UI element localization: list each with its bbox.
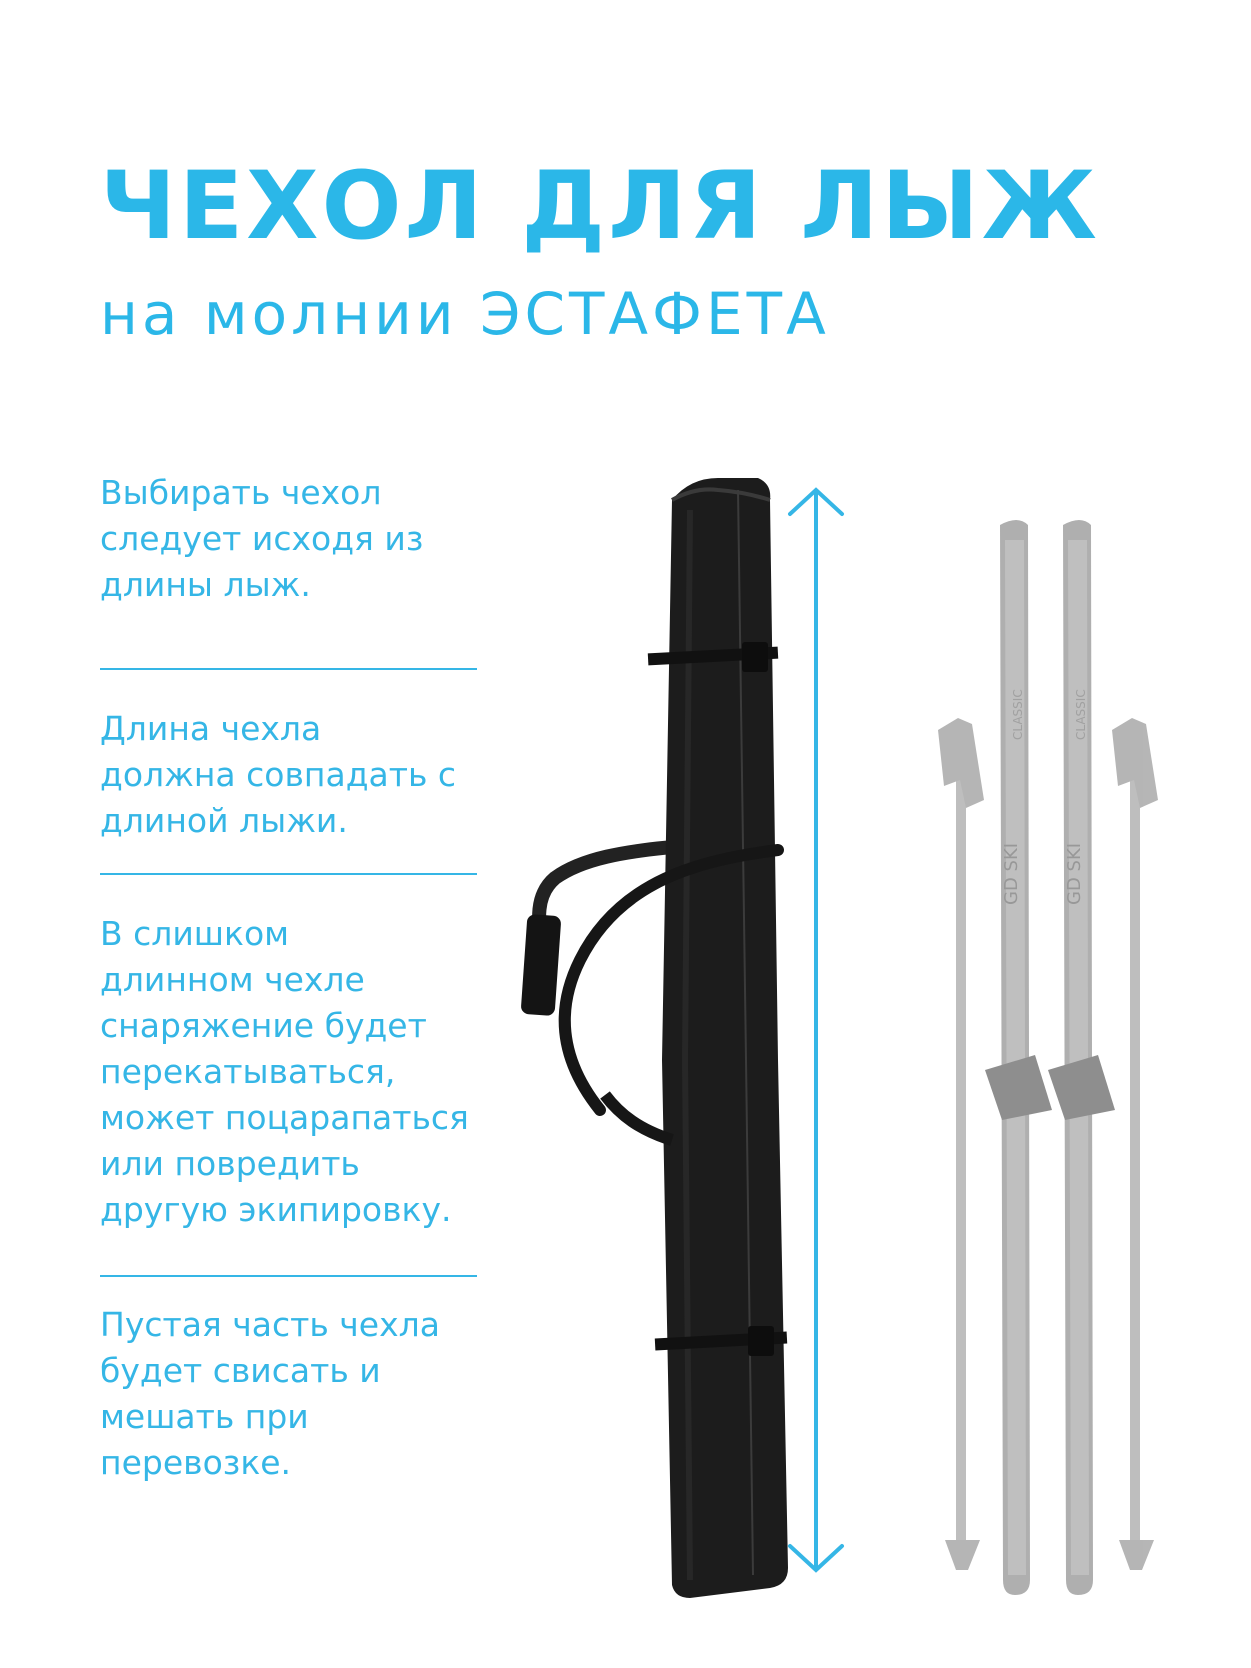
tip-choose-by-length: Выбирать чехол следует исходя из длины лыж. bbox=[100, 473, 424, 604]
ski-brand-label: GD SKI bbox=[1001, 842, 1022, 905]
tip-length-match: Длина чехла должна совпадать с длиной лыжи. bbox=[100, 709, 457, 840]
right-ski bbox=[1048, 520, 1115, 1595]
ski-brand-label: GD SKI bbox=[1064, 842, 1085, 905]
ski-model-label: CLASSIC bbox=[1011, 689, 1025, 740]
page-subtitle: на молнии ЭСТАФЕТА bbox=[100, 280, 830, 348]
left-ski bbox=[985, 520, 1052, 1595]
ski-bag-image bbox=[521, 478, 788, 1598]
skis-and-poles-image bbox=[938, 520, 1158, 1595]
bag-body bbox=[662, 478, 788, 1598]
right-pole bbox=[1112, 718, 1158, 1570]
page-title: ЧЕХОЛ ДЛЯ ЛЫЖ bbox=[100, 152, 1100, 261]
ski-model-label: CLASSIC bbox=[1074, 689, 1088, 740]
tip-too-long-case: В слишком длинном чехле снаряжение будет перекатываться, может поцарапаться или повредить другую экипировку. bbox=[100, 914, 469, 1229]
double-arrow-icon bbox=[790, 490, 842, 1570]
tip-empty-part: Пустая часть чехла будет свисать и мешать при перевозке. bbox=[100, 1305, 440, 1482]
left-pole bbox=[938, 718, 984, 1570]
